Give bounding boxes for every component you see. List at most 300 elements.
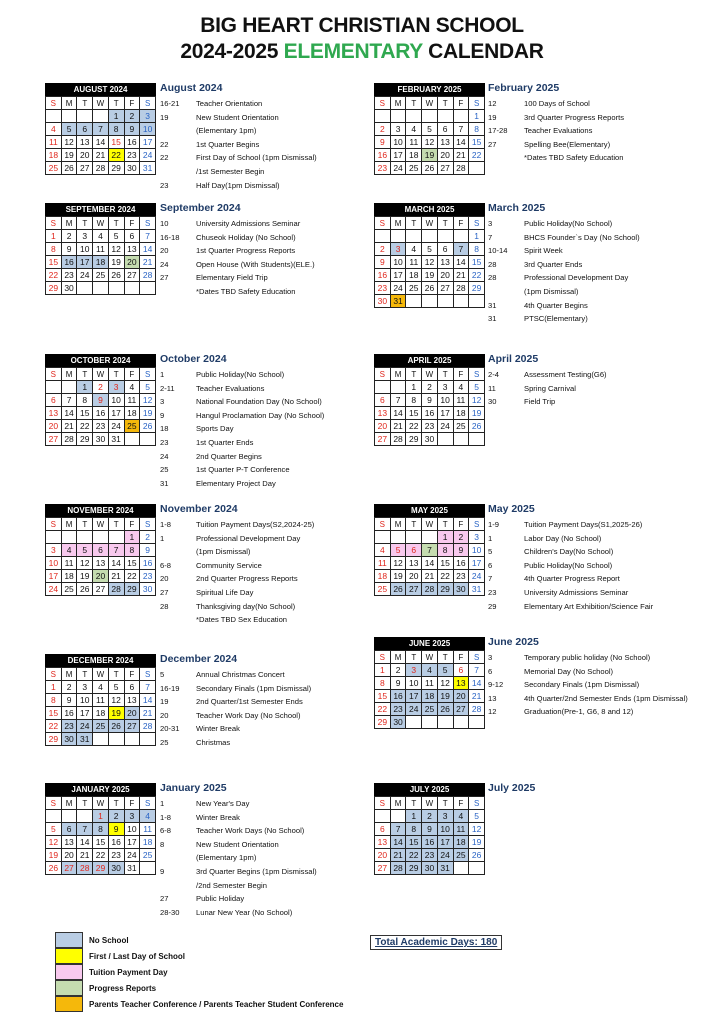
weekday-header: T [108,668,124,681]
legend-label: Tuition Payment Day [89,967,168,977]
day-cell: 26 [422,282,438,295]
day-cell: 4 [375,544,391,557]
day-cell: 9 [124,123,140,136]
day-cell: 13 [77,136,93,149]
empty-cell [108,733,124,746]
weekday-header: T [406,797,422,810]
day-cell: 16 [93,407,109,420]
day-cell: 28 [422,583,438,596]
event-date: 20-31 [160,724,180,734]
calendar-month-header: NOVEMBER 2024 [45,504,156,517]
event-date: 31 [160,478,169,488]
day-cell: 25 [453,420,469,433]
event-row [160,217,315,231]
empty-cell [422,295,438,308]
day-cell: 9 [61,694,77,707]
calendar-month-header: APRIL 2025 [374,354,485,367]
event-text: Elementary Art Exhibition/Science Fair [524,601,654,611]
day-cell: 27 [453,703,469,716]
event-text: 4th Quarter Begins [524,300,588,310]
event-row [488,368,607,382]
month-title: September 2024 [160,202,241,214]
event-row [160,231,315,245]
weekday-header: F [453,368,469,381]
weekday-header: W [422,797,438,810]
day-cell: 19 [77,570,93,583]
month-title: January 2025 [160,782,227,794]
event-date: 23 [160,180,169,190]
event-text: Memorial Day (No School) [524,666,614,676]
event-text: Tuition Payment Days(S2,2024-25) [196,520,315,529]
day-cell: 4 [422,664,438,677]
empty-cell [375,110,391,123]
day-cell: 27 [124,269,140,282]
day-cell: 1 [108,110,124,123]
day-cell: 16 [61,707,77,720]
event-row [160,179,317,193]
event-row [488,559,653,573]
weekday-header: M [61,668,77,681]
empty-cell [77,282,93,295]
weekday-header: W [422,651,438,664]
month-title: March 2025 [488,202,546,214]
day-cell: 11 [93,243,109,256]
event-row [160,797,317,811]
day-cell: 1 [375,664,391,677]
day-cell: 9 [108,823,124,836]
event-date: 12 [488,707,497,717]
day-cell: 28 [390,433,406,446]
weekday-header: S [375,97,391,110]
day-cell: 24 [437,420,453,433]
event-text: 1st Quarter Progress Reports [196,246,296,256]
day-cell: 14 [390,407,406,420]
day-cell: 14 [390,836,406,849]
mini-calendar-dec [45,654,156,746]
empty-cell [375,381,391,394]
day-cell: 18 [93,256,109,269]
day-cell: 8 [406,823,422,836]
day-cell: 14 [469,677,485,690]
day-cell: 15 [375,690,391,703]
event-date [160,285,196,299]
mini-calendar-sep [45,203,156,295]
day-cell: 14 [93,136,109,149]
calendar-month-header: MAY 2025 [374,504,485,517]
event-text: University Admissions Seminar [196,219,301,228]
day-cell: 23 [375,282,391,295]
event-date: 27 [488,139,497,149]
day-cell: 12 [469,394,485,407]
day-cell: 21 [390,420,406,433]
weekday-header: W [422,217,438,230]
event-date: 7 [488,574,493,584]
weekday-header: M [390,97,406,110]
calendar-month-header: JUNE 2025 [374,637,485,650]
day-cell: 20 [77,149,93,162]
day-cell: 22 [77,420,93,433]
day-cell: 7 [93,123,109,136]
day-cell: 26 [77,583,93,596]
day-cell: 5 [422,123,438,136]
day-cell: 14 [453,256,469,269]
day-cell: 12 [77,557,93,570]
event-text: *Dates TBD Safety Education [196,286,296,296]
day-cell: 26 [108,720,124,733]
event-row [160,865,317,879]
events-nov [160,503,314,627]
event-text: Professional Development Day [524,273,629,283]
legend-item [55,932,343,948]
day-cell: 26 [108,269,124,282]
empty-cell [124,282,140,295]
day-cell: 12 [469,823,485,836]
day-cell: 11 [453,823,469,836]
day-cell: 26 [469,849,485,862]
day-cell: 15 [437,557,453,570]
day-cell: 10 [46,557,62,570]
event-date: 1-9 [488,520,499,529]
day-cell: 13 [124,694,140,707]
event-row [160,271,315,285]
calendar-month-header: FEBRUARY 2025 [374,83,485,96]
weekday-header: S [140,368,156,381]
event-row [160,722,311,736]
day-cell: 13 [46,407,62,420]
empty-cell [375,230,391,243]
day-cell: 23 [422,849,438,862]
day-cell: 17 [469,557,485,570]
day-cell: 5 [422,243,438,256]
calendar-month-header: JULY 2025 [374,783,485,796]
event-text: Sports Day [196,424,234,434]
event-date: 16-21 [160,99,180,108]
event-text: 4th Quarter/2nd Semester Ends (1pm Dismissal) [524,693,688,703]
empty-cell [453,862,469,875]
event-row [160,668,311,682]
weekday-header: F [453,797,469,810]
event-date: 16-19 [160,683,180,693]
event-text: Spelling Bee(Elementary) [524,139,611,149]
day-cell: 19 [61,149,77,162]
event-row [488,705,688,719]
day-cell: 17 [406,690,422,703]
event-row [160,838,317,852]
event-date: 6 [488,560,493,570]
empty-cell [437,295,453,308]
weekday-header: T [437,217,453,230]
event-date: 19 [488,112,497,122]
day-cell: 20 [375,420,391,433]
day-cell: 21 [422,570,438,583]
day-cell: 12 [108,694,124,707]
weekday-header: T [77,97,93,110]
event-text: 2nd Quarter/1st Semester Ends [196,697,303,707]
events-feb [488,82,624,165]
event-row [160,545,314,559]
event-row [488,600,653,614]
day-cell: 21 [61,420,77,433]
event-text: Chuseok Holiday (No School) [196,232,296,242]
day-cell: 18 [124,407,140,420]
month-title: April 2025 [488,353,539,365]
weekday-header: T [77,797,93,810]
day-cell: 31 [140,162,156,175]
day-cell: 18 [61,570,77,583]
weekday-header: S [46,217,62,230]
day-cell: 29 [46,733,62,746]
event-date: 3 [488,219,493,228]
day-cell: 26 [437,703,453,716]
day-cell: 5 [46,823,62,836]
day-cell: 22 [108,149,124,162]
day-cell: 12 [46,836,62,849]
event-date: 2-11 [160,383,175,393]
event-row [488,382,607,396]
empty-cell [453,230,469,243]
day-cell: 11 [375,557,391,570]
day-cell: 6 [77,123,93,136]
empty-cell [46,381,62,394]
day-cell: 23 [108,849,124,862]
day-cell: 14 [140,243,156,256]
day-cell: 11 [124,394,140,407]
day-cell: 29 [406,862,422,875]
calendar-month-header: OCTOBER 2024 [45,354,156,367]
day-cell: 14 [453,136,469,149]
legend-swatch [55,948,83,964]
weekday-header: T [406,217,422,230]
day-cell: 19 [422,149,438,162]
title-calendar: CALENDAR [422,40,544,63]
weekday-header: S [469,97,485,110]
day-cell: 20 [437,269,453,282]
day-cell: 11 [61,557,77,570]
day-cell: 11 [46,136,62,149]
event-text: New Student Orientation [196,839,279,849]
day-cell: 19 [46,849,62,862]
weekday-header: W [93,368,109,381]
day-cell: 23 [124,149,140,162]
legend-label: First / Last Day of School [89,951,186,961]
weekday-header: M [390,518,406,531]
event-text: Field Trip [524,397,556,407]
empty-cell [46,531,62,544]
day-cell: 13 [93,557,109,570]
day-cell: 15 [469,136,485,149]
empty-cell [437,433,453,446]
event-text: Labor Day (No School) [524,533,602,543]
month-title: August 2024 [160,82,223,94]
empty-cell [437,230,453,243]
events-jun [488,636,688,719]
empty-cell [469,433,485,446]
event-text: Teacher Evaluations [524,126,593,136]
mini-calendar-nov [45,504,156,596]
event-row [160,736,311,750]
day-cell: 8 [406,394,422,407]
day-cell: 5 [140,381,156,394]
day-cell: 13 [61,836,77,849]
day-cell: 23 [93,420,109,433]
month-title: June 2025 [488,636,539,648]
empty-cell [46,810,62,823]
event-date: 27 [160,587,169,597]
event-date [160,613,196,627]
event-text: /2nd Semester Begin [196,880,267,890]
day-cell: 9 [375,136,391,149]
day-cell: 25 [140,849,156,862]
event-row [488,586,653,600]
event-text: 3rd Quarter Progress Reports [524,112,625,122]
day-cell: 11 [406,256,422,269]
day-cell: 17 [77,256,93,269]
event-row [160,892,317,906]
event-date: 22 [160,139,169,149]
day-cell: 25 [422,703,438,716]
event-row [160,258,315,272]
weekday-header: F [124,97,140,110]
day-cell: 16 [61,256,77,269]
weekday-header: W [93,217,109,230]
day-cell: 24 [437,849,453,862]
day-cell: 2 [390,664,406,677]
event-text: Elementary Project Day [196,478,276,488]
day-cell: 12 [61,136,77,149]
day-cell: 10 [77,694,93,707]
events-mar [488,202,640,326]
day-cell: 22 [46,720,62,733]
event-row [488,151,624,165]
event-date: 9 [160,866,165,876]
day-cell: 18 [453,407,469,420]
day-cell: 6 [124,681,140,694]
day-cell: 17 [140,136,156,149]
event-row [160,368,324,382]
day-cell: 28 [77,862,93,875]
weekday-header: F [124,518,140,531]
day-cell: 22 [93,849,109,862]
weekday-header: M [390,217,406,230]
empty-cell [46,110,62,123]
day-cell: 1 [406,810,422,823]
day-cell: 24 [124,849,140,862]
day-cell: 7 [390,394,406,407]
event-date: 19 [160,697,169,707]
day-cell: 21 [77,849,93,862]
weekday-header: T [77,217,93,230]
weekday-header: W [422,368,438,381]
weekday-header: T [437,97,453,110]
weekday-header: S [140,797,156,810]
day-cell: 11 [93,694,109,707]
day-cell: 11 [453,394,469,407]
day-cell: 28 [108,583,124,596]
day-cell: 16 [375,149,391,162]
day-cell: 23 [390,703,406,716]
weekday-header: S [375,651,391,664]
event-row [488,124,624,138]
event-row [488,258,640,272]
day-cell: 29 [93,862,109,875]
day-cell: 24 [46,583,62,596]
event-text: *Dates TBD Safety Education [524,153,624,163]
day-cell: 19 [469,407,485,420]
day-cell: 31 [437,862,453,875]
day-cell: 5 [108,230,124,243]
day-cell: 6 [46,394,62,407]
event-text: Elementary Field Trip [196,273,268,283]
day-cell: 10 [406,677,422,690]
day-cell: 30 [422,433,438,446]
event-row [160,586,314,600]
event-text: Teacher Work Days (No School) [196,826,305,836]
legend-item [55,948,343,964]
event-row [160,138,317,152]
event-text: Christmas [196,737,231,747]
day-cell: 12 [437,677,453,690]
day-cell: 2 [422,381,438,394]
event-date: 2-4 [488,370,499,379]
month-title: November 2024 [160,503,238,515]
day-cell: 6 [93,544,109,557]
day-cell: 20 [453,690,469,703]
empty-cell [61,531,77,544]
event-text: (Elementary 1pm) [196,853,257,863]
day-cell: 9 [61,243,77,256]
event-date: 6-8 [160,826,171,836]
event-date [160,545,196,559]
day-cell: 27 [93,583,109,596]
event-text: Children's Day(No School) [524,547,614,557]
event-text: 100 Days of School [524,99,590,108]
empty-cell [406,110,422,123]
weekday-header: S [140,518,156,531]
weekday-header: F [453,217,469,230]
day-cell: 30 [93,433,109,446]
day-cell: 9 [422,394,438,407]
empty-cell [108,531,124,544]
mini-calendar-jan [45,783,156,875]
empty-cell [453,110,469,123]
weekday-header: S [469,368,485,381]
day-cell: 13 [437,136,453,149]
day-cell: 11 [422,677,438,690]
day-cell: 4 [406,243,422,256]
empty-cell [140,433,156,446]
weekday-header: M [61,97,77,110]
event-row [488,692,688,706]
weekday-header: S [469,217,485,230]
day-cell: 27 [61,862,77,875]
day-cell: 6 [437,123,453,136]
empty-cell [140,862,156,875]
empty-cell [108,282,124,295]
day-cell: 22 [437,570,453,583]
day-cell: 30 [390,716,406,729]
day-cell: 18 [375,570,391,583]
empty-cell [93,531,109,544]
event-date: 1-8 [160,812,171,822]
event-date: 5 [488,547,493,557]
event-text: Annual Christmas Concert [196,670,285,679]
day-cell: 21 [140,256,156,269]
day-cell: 17 [124,836,140,849]
day-cell: 8 [46,694,62,707]
event-row [160,111,317,125]
day-cell: 15 [406,836,422,849]
day-cell: 21 [453,269,469,282]
